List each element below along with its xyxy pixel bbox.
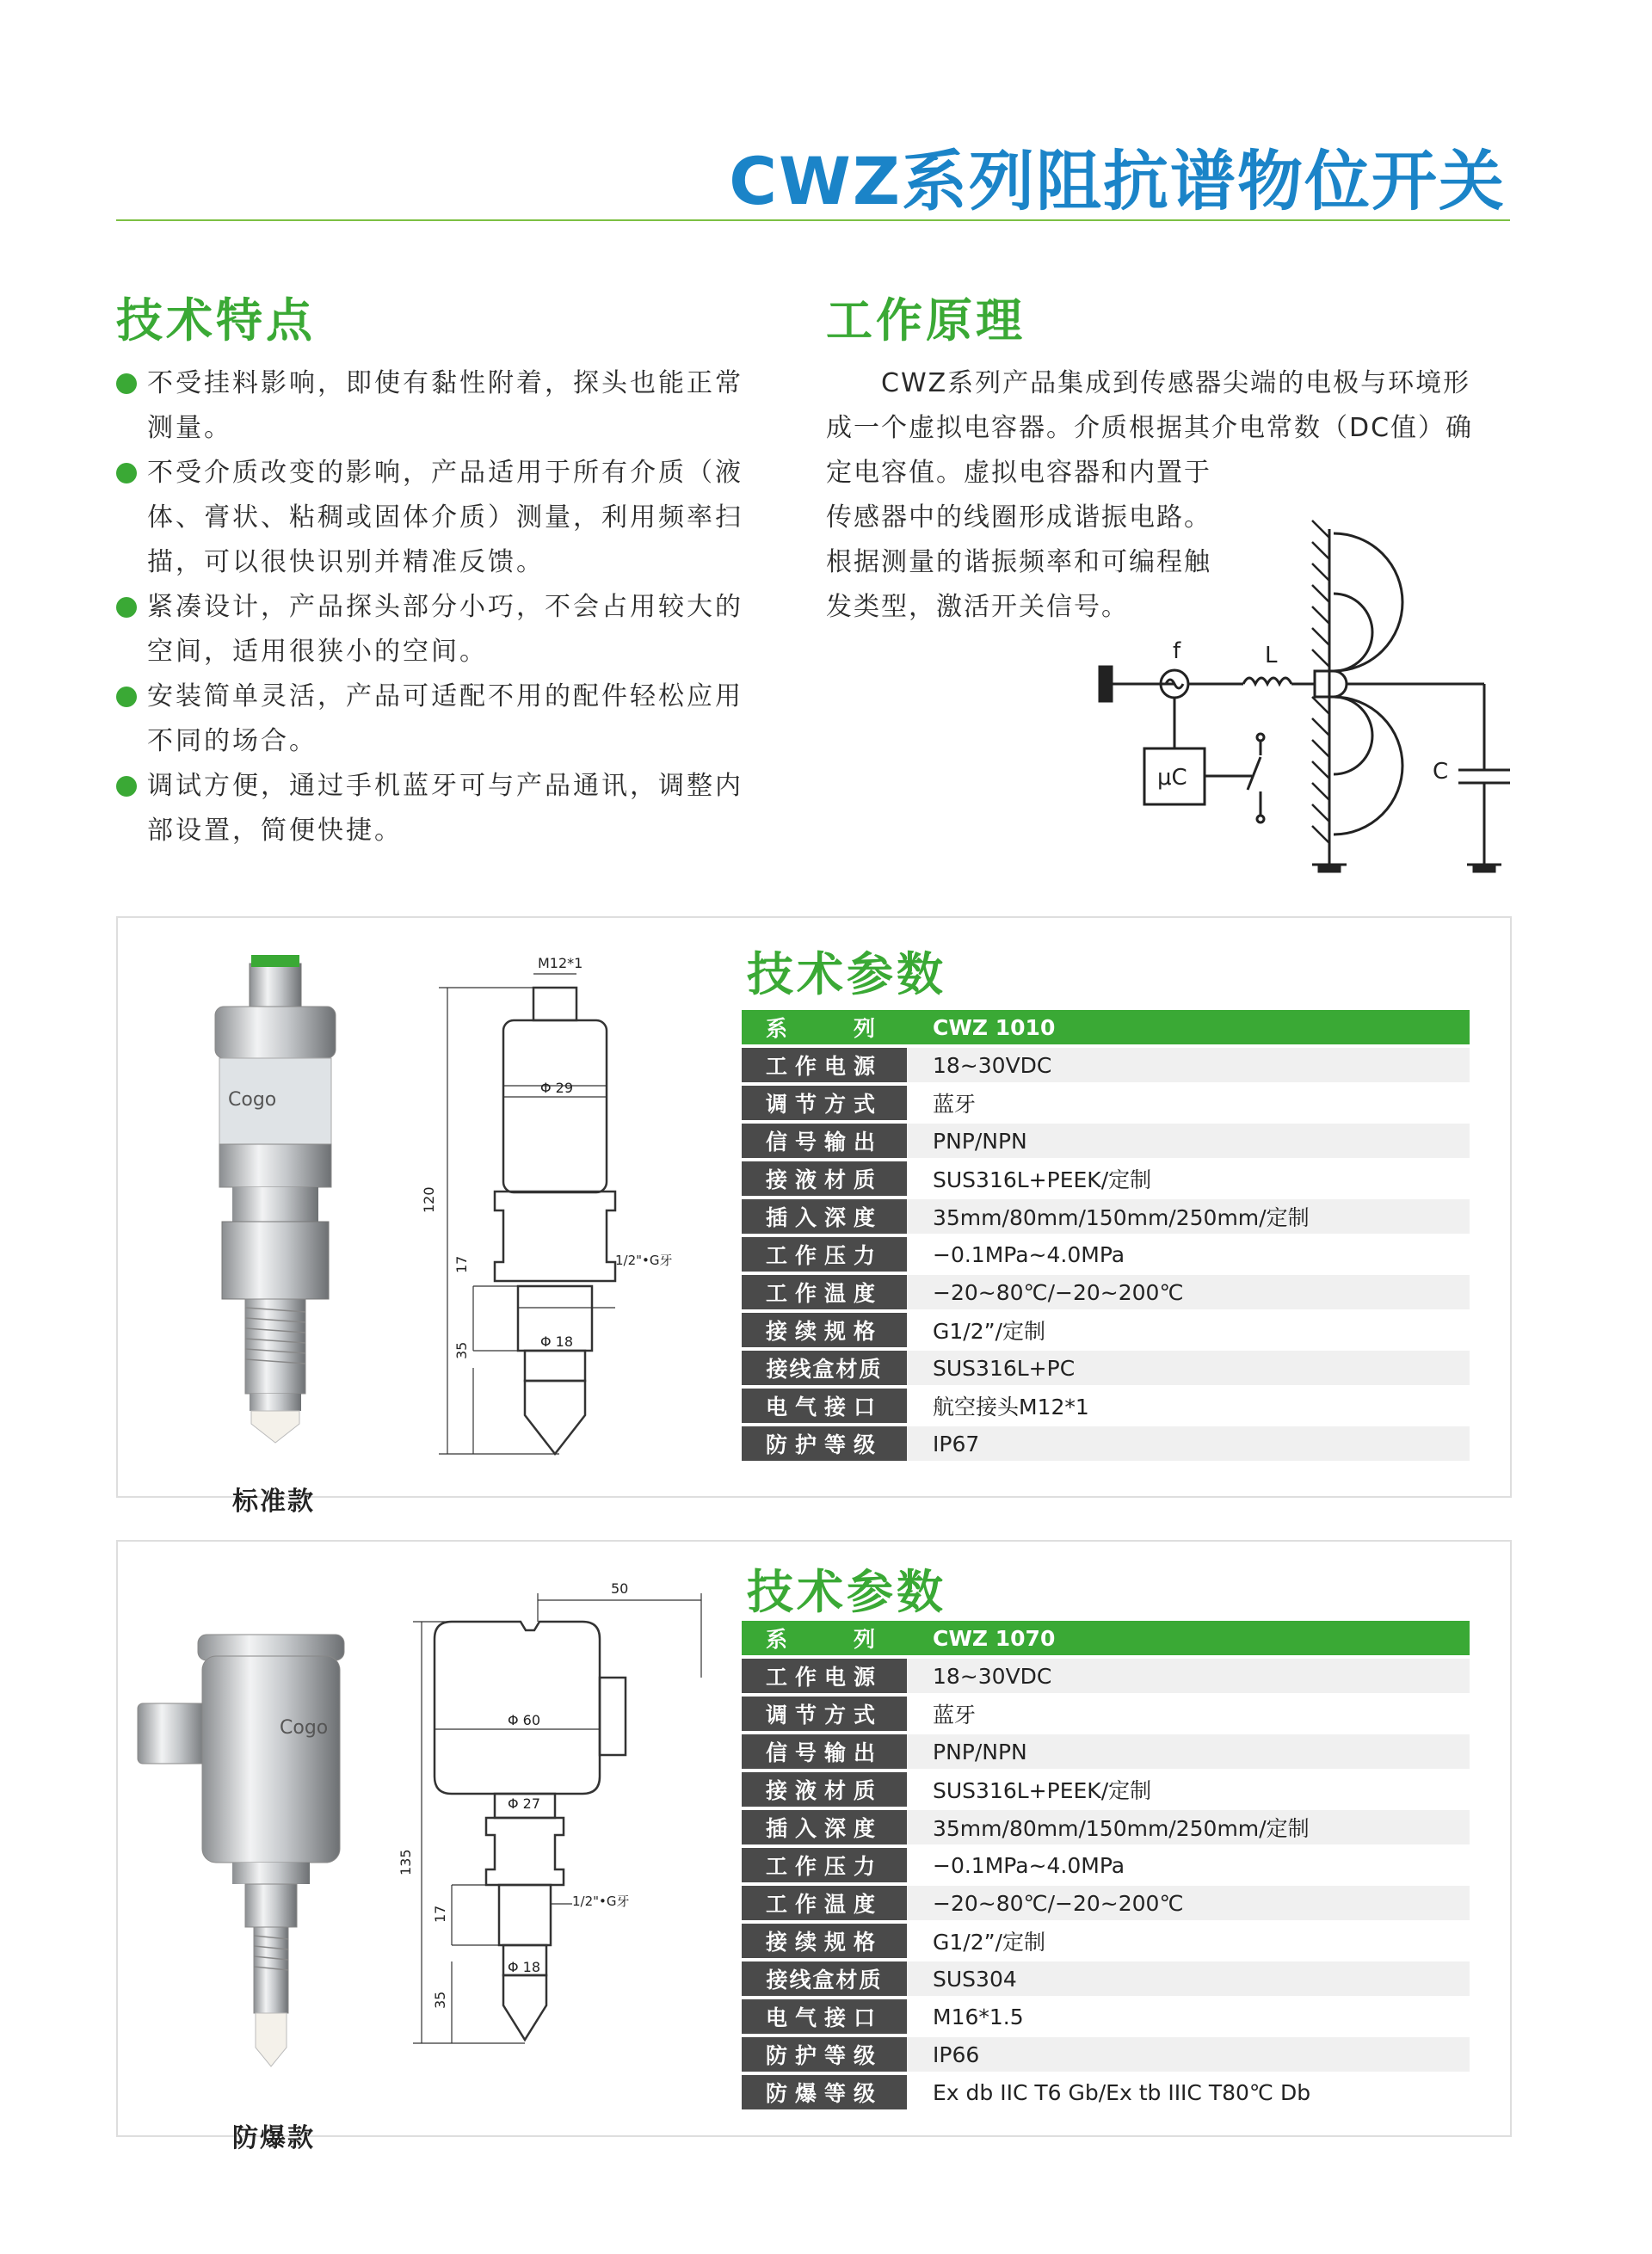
dim-h-total: 120 [421, 1186, 437, 1213]
table-row: 工作电源 18~30VDC [742, 1659, 1470, 1693]
bullet-icon [116, 597, 137, 618]
table-row: 接线盒材质 SUS316L+PC [742, 1351, 1470, 1385]
dim-h-tip: 35 [453, 1341, 470, 1359]
explosion-dimension-drawing [400, 1574, 718, 2091]
bullet-icon [116, 373, 137, 394]
photo-logo: Cogo [280, 1717, 329, 1739]
standard-product-photo [198, 946, 353, 1445]
photo-logo: Cogo [228, 1089, 277, 1111]
title-divider [116, 219, 1510, 221]
table-row: 电气接口 航空接头M12*1 [742, 1389, 1470, 1423]
dim-d2: Φ 18 [540, 1333, 574, 1350]
table-row: 工作压力 −0.1MPa~4.0MPa [742, 1848, 1470, 1882]
explosion-product-photo [133, 1609, 357, 2091]
table-row: 信号输出 PNP/NPN [742, 1734, 1470, 1769]
table-row: 系 列 CWZ 1070 [742, 1621, 1470, 1655]
feature-item: 不受介质改变的影响，产品适用于所有介质（液体、膏状、粘稠或固体介质）测量，利用频率扫描，可以很快识别并精准反馈。 [116, 451, 770, 585]
circuit-label-uc: μC [1157, 765, 1187, 791]
explosion-caption: 防爆款 [232, 2123, 315, 2153]
table-row: 系 列 CWZ 1010 [742, 1010, 1470, 1044]
table-row: 调节方式 蓝牙 [742, 1086, 1470, 1120]
table-row: 防护等级 IP66 [742, 2037, 1470, 2072]
table-row: 电气接口 M16*1.5 [742, 1999, 1470, 2034]
table-row: 工作温度 −20~80℃/−20~200℃ [742, 1275, 1470, 1309]
explosion-spec-heading: 技术参数 [747, 1565, 946, 1619]
principle-heading: 工作原理 [826, 293, 1026, 348]
feature-item: 不受挂料影响，即使有黏性附着，探头也能正常测量。 [116, 361, 770, 451]
dim-thread: 1/2"•G牙 [615, 1253, 673, 1268]
features-heading: 技术特点 [116, 293, 316, 348]
table-row: 接液材质 SUS316L+PEEK/定制 [742, 1772, 1470, 1807]
standard-dimension-drawing [422, 946, 680, 1454]
bullet-icon [116, 687, 137, 707]
standard-spec-heading: 技术参数 [747, 947, 946, 1001]
dim-h-tip: 35 [432, 1991, 448, 2009]
table-row: 信号输出 PNP/NPN [742, 1124, 1470, 1158]
table-row: 防护等级 IP67 [742, 1426, 1470, 1461]
dim-thread: 1/2"•G牙 [572, 1894, 630, 1909]
bullet-icon [116, 463, 137, 483]
feature-item: 调试方便，通过手机蓝牙可与产品通讯，调整内部设置，简便快捷。 [116, 764, 770, 853]
table-row: 工作压力 −0.1MPa~4.0MPa [742, 1237, 1470, 1272]
table-row: 防爆等级 Ex db IIC T6 Gb/Ex tb IIIC T80℃ Db [742, 2075, 1470, 2109]
table-row: 工作温度 −20~80℃/−20~200℃ [742, 1886, 1470, 1920]
table-row: 插入深度 35mm/80mm/150mm/250mm/定制 [742, 1810, 1470, 1844]
table-row: 接线盒材质 SUS304 [742, 1961, 1470, 1996]
bullet-icon [116, 776, 137, 797]
dim-d2: Φ 27 [508, 1795, 541, 1812]
feature-item: 安装简单灵活，产品可适配不用的配件轻松应用不同的场合。 [116, 674, 770, 764]
table-row: 调节方式 蓝牙 [742, 1697, 1470, 1731]
dim-d1: Φ 29 [540, 1080, 574, 1096]
dim-top: M12*1 [538, 955, 583, 971]
page-title: CWZ系列阻抗谱物位开关 [729, 143, 1506, 219]
standard-spec-table [742, 1007, 1470, 1464]
table-row: 插入深度 35mm/80mm/150mm/250mm/定制 [742, 1199, 1470, 1234]
dim-h-thread: 17 [432, 1905, 448, 1923]
feature-item: 紧凑设计，产品探头部分小巧，不会占用较大的空间，适用很狭小的空间。 [116, 585, 770, 674]
explosion-spec-table [742, 1617, 1470, 2113]
dim-d1: Φ 60 [508, 1712, 541, 1728]
circuit-label-f: f [1173, 638, 1181, 664]
dim-d3: Φ 18 [508, 1959, 541, 1975]
table-row: 工作电源 18~30VDC [742, 1048, 1470, 1082]
table-row: 接液材质 SUS316L+PEEK/定制 [742, 1161, 1470, 1196]
features-list [116, 361, 770, 853]
standard-caption: 标准款 [232, 1487, 315, 1517]
table-row: 接续规格 G1/2”/定制 [742, 1924, 1470, 1958]
table-row: 接续规格 G1/2”/定制 [742, 1313, 1470, 1347]
dim-h-total: 135 [398, 1849, 414, 1875]
dim-h-thread: 17 [453, 1255, 470, 1273]
circuit-label-c: C [1433, 759, 1449, 785]
circuit-label-l: L [1265, 643, 1278, 668]
principle-text: CWZ系列产品集成到传感器尖端的电极与环境形 成一个虚拟电容器。介质根据其介电常数（DC值）确 定电容值。虚拟电容器和内置于 传感器中的线圈形成谐振电路。 根据测量的谐振频率和可编程触 发类型，激活开关信号。 [826, 368, 1474, 622]
resonance-circuit-diagram [1093, 516, 1540, 886]
dim-width: 50 [611, 1580, 629, 1597]
